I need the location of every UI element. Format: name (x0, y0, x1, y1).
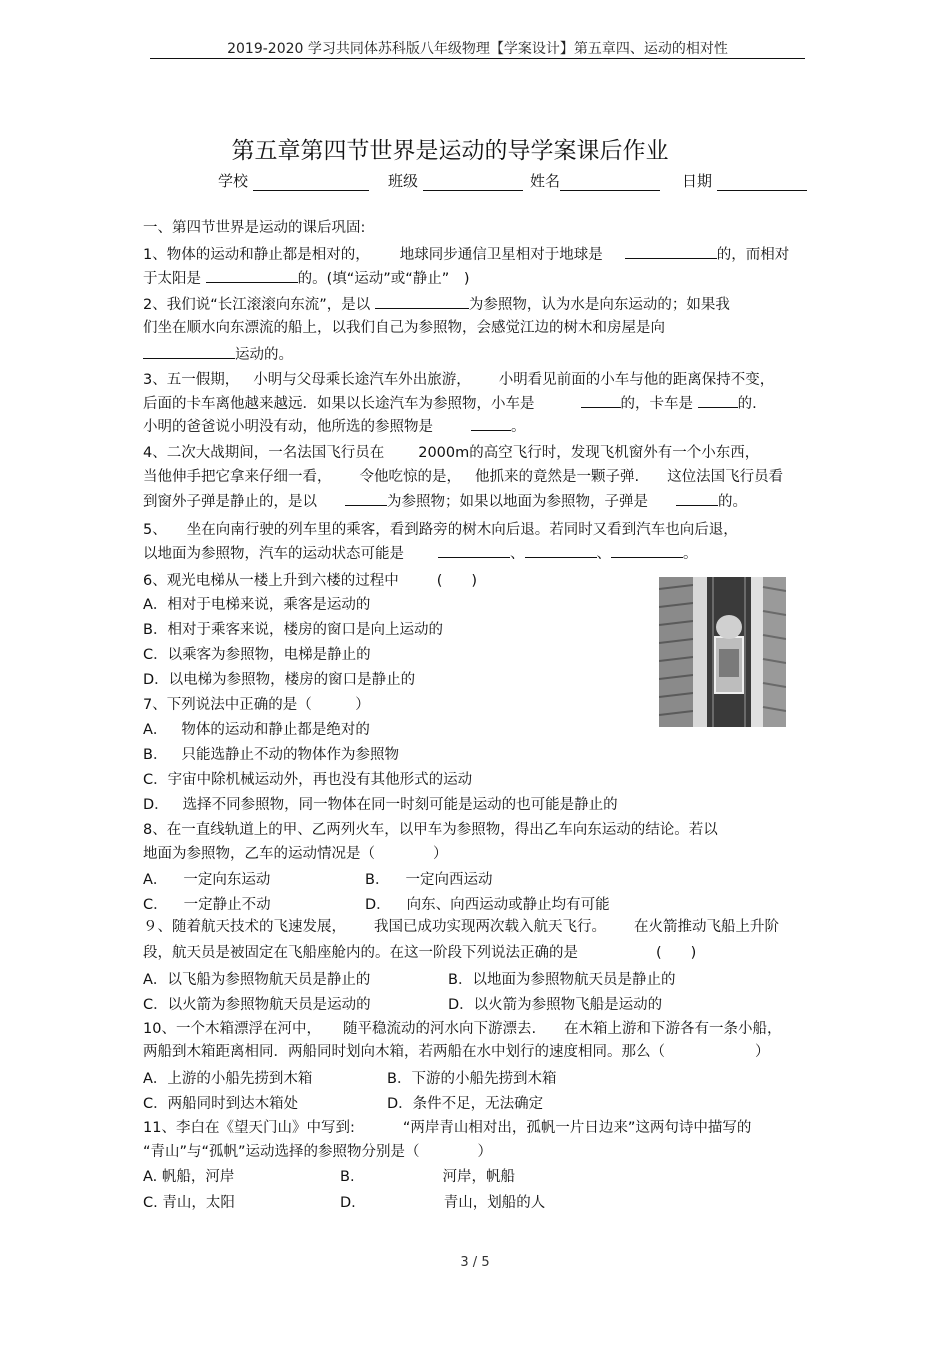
answer-blank (625, 246, 717, 259)
q10-text: 两船到木箱距离相同．两船同时划向木箱，若两船在水中划行的速度相同。那么（ (143, 1044, 665, 1060)
q7-text: 只能选静止不动的物体作为参照物 (181, 747, 399, 763)
q1-text: 的，而相对 (716, 247, 790, 263)
q2-text: 运动的。 (235, 347, 293, 363)
question-10 (143, 1020, 782, 1038)
q11-text: 青山，划船的人 (443, 1195, 546, 1211)
q9-text: 我国已成功实现两次载入航天飞行。 (374, 919, 606, 935)
section-heading: 一、第四节世界是运动的课后巩固: (143, 220, 366, 236)
question-3-line-2 (143, 395, 757, 413)
name-label: 姓名 (530, 172, 561, 190)
date-field (682, 170, 807, 191)
question-3-line-3 (143, 418, 526, 436)
q10-text: 随平稳流动的河水向下游漂去. (342, 1021, 537, 1037)
q5-text: 、 (596, 546, 611, 562)
answer-blank (676, 493, 718, 506)
q10-text: 10、一个木箱漂浮在河中， (143, 1021, 321, 1037)
q4-text: 这位法国飞行员看 (667, 469, 784, 485)
q7-text: 物体的运动和静止都是绝对的 (181, 722, 370, 738)
question-2-line-2: 们坐在顺水向东漂流的船上，以我们自己为参照物，会感觉江边的树木和房屋是向 (143, 320, 665, 336)
q1-text: 1、物体的运动和静止都是相对的， (143, 247, 370, 263)
question-8-line-2: 地面为参照物，乙车的运动情况是（ ） (143, 846, 448, 862)
question-8: 8、在一直线轨道上的甲、乙两列火车，以甲车为参照物，得出乙车向东运动的结论。若以 (143, 822, 718, 838)
page-header: 2019-2020 学习共同体苏科版八年级物理【学案设计】第五章四、运动的相对性 (227, 41, 728, 57)
question-1 (143, 246, 789, 264)
q4-text: 到窗外子弹是静止的，是以 (143, 494, 317, 510)
question-4 (143, 444, 759, 462)
q9-text: 段，航天员是被固定在飞船座舱内的。在这一阶段下列说法正确的是 (143, 945, 578, 961)
q2-text: 2、我们说“长江滚滚向东流” (143, 297, 327, 313)
question-2-line-3 (143, 346, 293, 364)
q3-text: 的. (737, 396, 757, 412)
q11-option-b (340, 1168, 515, 1186)
q7-text: D． (143, 797, 169, 813)
document-title: 第五章第四节世界是运动的导学案课后作业 (231, 138, 669, 164)
answer-blank (611, 545, 683, 558)
page-number: 3 / 5 (460, 1255, 490, 1270)
q6-option-a: A．相对于电梯来说，乘客是运动的 (143, 597, 371, 613)
q5-text: 坐在向南行驶的列车里的乘客，看到路旁的树木向后退。若同时又看到汽车也向后退， (186, 522, 738, 538)
q6-option-b: B．相对于乘客来说，楼房的窗口是向上运动的 (143, 622, 443, 638)
q3-text: 小明看见前面的小车与他的距离保持不变， (498, 372, 775, 388)
answer-blank (345, 493, 387, 506)
q4-text: 4、二次大战期间，一名法国飞行员在 (143, 445, 385, 461)
question-1-line-2 (143, 270, 469, 288)
q7-option-a (143, 721, 370, 739)
q3-text: 的，卡车是 (620, 396, 693, 412)
question-4-line-2 (143, 468, 783, 486)
q3-text: 后面的卡车离他越来越远．如果以长途汽车为参照物，小车是 (143, 396, 535, 412)
q5-text: 以地面为参照物，汽车的运动状态可能是 (143, 546, 404, 562)
question-11-line-2: “青山”与“孤帆”运动选择的参照物分别是（ ） (143, 1144, 493, 1160)
q3-text: 小明与父母乘长途汽车外出旅游， (253, 372, 471, 388)
answer-blank (143, 346, 235, 359)
q6-option-c: C．以乘客为参照物，电梯是静止的 (143, 647, 371, 663)
q2-text: 为参照物，认为水是向东运动的；如果我 (468, 297, 730, 313)
q8-text: 向东、向西运动或静止均有可能 (406, 897, 610, 913)
q5-text: 5、 (143, 522, 167, 538)
date-label: 日期 (682, 172, 713, 190)
q10-option-c: C．两船同时到达木箱处 (143, 1096, 299, 1112)
answer-blank (581, 395, 621, 408)
q8-option-b (365, 871, 492, 889)
q9-option-a: A．以飞船为参照物航天员是静止的 (143, 972, 371, 988)
q10-text: 在木箱上游和下游各有一条小船， (564, 1021, 782, 1037)
q7-text: B． (143, 747, 168, 763)
question-6 (143, 572, 477, 590)
q8-text: D． (365, 897, 391, 913)
q8-option-d (365, 896, 610, 914)
q8-text: C． (143, 897, 168, 913)
answer-blank (375, 296, 469, 309)
q10-text: ） (755, 1044, 770, 1060)
q10-option-d: D．条件不足，无法确定 (387, 1096, 544, 1112)
class-label: 班级 (388, 172, 419, 190)
q11-text: D. (340, 1195, 356, 1211)
q4-text: 他抓来的竟然是一颗子弹. (475, 469, 640, 485)
question-10-line-2 (143, 1043, 770, 1061)
q1-text: 的。(填“运动”或“静止” ) (297, 271, 470, 287)
q9-option-d: D．以火箭为参照物飞船是运动的 (448, 997, 663, 1013)
q11-text: 11、李白在《望天门山》中写到: (143, 1120, 355, 1136)
question-11 (143, 1119, 751, 1137)
question-7: 7、下列说法中正确的是（ ） (143, 697, 370, 713)
question-5 (143, 521, 738, 539)
class-blank (423, 175, 523, 191)
question-2 (143, 296, 730, 314)
q11-text: 河岸，帆船 (442, 1169, 516, 1185)
answer-blank (525, 545, 597, 558)
q11-option-c: C. 青山，太阳 (143, 1195, 235, 1211)
q6-option-d: D．以电梯为参照物，楼房的窗口是静止的 (143, 672, 416, 688)
q6-text: ( ) (436, 573, 478, 589)
question-5-line-2 (143, 545, 698, 563)
answer-blank (698, 395, 738, 408)
q3-text: 3、五一假期， (143, 372, 240, 388)
school-blank (253, 175, 369, 191)
q9-text: ９、随着航天技术的飞速发展， (143, 919, 346, 935)
q8-text: 一定向东运动 (183, 872, 271, 888)
q4-text: 当他伸手把它拿来仔细一看， (143, 469, 332, 485)
q11-option-d (340, 1194, 545, 1212)
q11-text: B. (340, 1169, 355, 1185)
name-field (530, 170, 660, 191)
name-blank (560, 175, 660, 191)
q8-option-a (143, 871, 270, 889)
q9-option-c: C．以火箭为参照物航天员是运动的 (143, 997, 371, 1013)
question-3 (143, 371, 774, 389)
q8-text: A． (143, 872, 168, 888)
q5-text: 、 (510, 546, 525, 562)
q8-option-c (143, 896, 271, 914)
answer-blank (438, 545, 510, 558)
q1-text: 于太阳是 (143, 271, 201, 287)
q3-text: 小明的爸爸说小明没有动，他所选的参照物是 (143, 419, 433, 435)
q9-text: 在火箭推动飞船上升阶 (634, 919, 779, 935)
q6-text: 6、观光电梯从一楼上升到六楼的过程中 (143, 573, 399, 589)
q8-text: 一定向西运动 (405, 872, 493, 888)
q9-text: ( ) (656, 945, 697, 961)
q3-text: 。 (511, 419, 526, 435)
q10-option-a: A．上游的小船先捞到木箱 (143, 1071, 313, 1087)
q7-option-b (143, 746, 399, 764)
q4-text: 2000m的高空飞行时，发现飞机窗外有一个小东西， (418, 445, 760, 461)
q7-text: A． (143, 722, 168, 738)
answer-blank (206, 270, 298, 283)
answer-blank (471, 418, 511, 431)
school-field (218, 170, 369, 191)
q9-option-b: B．以地面为参照物航天员是静止的 (448, 972, 676, 988)
q7-option-d (143, 796, 618, 814)
q7-text: 选择不同参照物，同一物体在同一时刻可能是运动的也可能是静止的 (182, 797, 618, 813)
elevator-photo (659, 577, 786, 727)
q8-text: 一定静止不动 (183, 897, 271, 913)
date-blank (717, 175, 807, 191)
question-9-line-2 (143, 944, 696, 962)
school-label: 学校 (218, 172, 249, 190)
q11-text: “两岸青山相对出，孤帆一片日边来”这两句诗中描写的 (402, 1120, 752, 1136)
class-field (388, 170, 523, 191)
q2-text: ，是以 (326, 297, 371, 313)
q11-option-a: A. 帆船，河岸 (143, 1169, 235, 1185)
question-4-line-3 (143, 493, 747, 511)
q8-text: B． (365, 872, 390, 888)
q7-option-c: C．宇宙中除机械运动外，再也没有其他形式的运动 (143, 772, 473, 788)
q4-text: 令他吃惊的是， (359, 469, 461, 485)
q4-text: 为参照物；如果以地面为参照物，子弹是 (387, 494, 648, 510)
q5-text: 。 (683, 546, 698, 562)
q4-text: 的。 (718, 494, 747, 510)
question-9 (143, 918, 779, 936)
header-rule (150, 58, 805, 59)
q10-option-b: B．下游的小船先捞到木箱 (387, 1071, 557, 1087)
q1-text: 地球同步通信卫星相对于地球是 (399, 247, 603, 263)
